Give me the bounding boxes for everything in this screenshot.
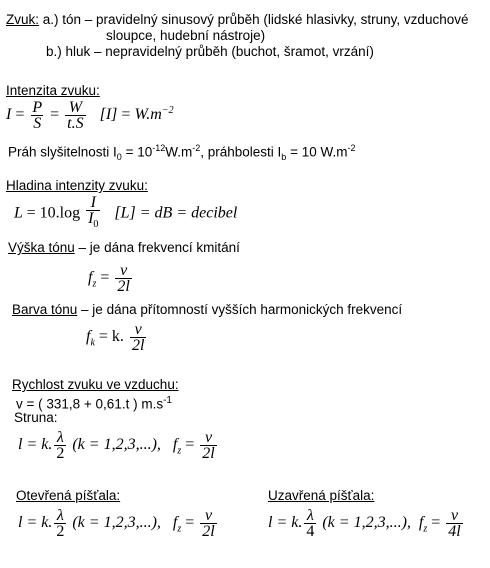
struna-label: Struna: [14, 410, 58, 425]
hladina-formula: L = 10.log $\frac{I}{I_0}$ [L] = dB = decibel [14, 194, 238, 231]
rychlost-heading: Rychlost zvuku ve vzduchu: [12, 377, 179, 392]
barva-formula: $f_k = k$. $\frac{v}{2l}$ [86, 321, 145, 354]
intenzita-symbol: I [6, 106, 12, 124]
eq-sign: = [15, 106, 25, 124]
zvuk-b-text: b.) hluk – nepravidelný průběh (buchot, šramot, vrzání) [46, 44, 374, 59]
vyska-line: Výška tónu – je dána frekvencí kmitání [8, 240, 240, 255]
unit-lhs: [I] [99, 106, 118, 124]
hladina-heading: Hladina intenzity zvuku: [6, 178, 148, 193]
vyska-formula: $f_z$ = $\frac{v}{2l}$ [88, 262, 130, 295]
rychlost-formula: v = ( 331,8 + 0,61.t ) $m.s^{-1}$ [16, 395, 172, 412]
zvuk-a-text: a.) tón – pravidelný sinusový průběh (lidské hlasivky, struny, vzduchové [39, 12, 469, 27]
unit-rhs: W.m [134, 106, 162, 124]
fraction-i-i0: $\frac{I}{I_0}$ [88, 194, 99, 231]
otevrena-label: Otevřená píšťala: [16, 488, 121, 503]
fraction-p-s: $\frac{P}{S}$ [32, 99, 43, 132]
vyska-label: Výška tónu [8, 240, 75, 255]
intenzita-heading: Intenzita zvuku: [6, 83, 100, 98]
zvuk-label: Zvuk: [6, 12, 40, 27]
eq-sign: = [50, 106, 60, 124]
uzavrena-formula: l = k. $\frac{\lambda}{4}$ (k = 1,2,3,...), $f_z$ = $\frac{v}{4l}$ [268, 507, 461, 540]
uzavrena-label: Uzavřená píšťala: [268, 488, 375, 503]
otevrena-formula: l = k. $\frac{\lambda}{2}$ (k = 1,2,3,...), $f_z$ = $\frac{v}{2l}$ [18, 507, 215, 540]
intenzita-formula [6, 100, 174, 131]
zvuk-line-a [6, 12, 468, 28]
unit-exponent: −2 [161, 104, 174, 116]
barva-line: Barva tónu – je dána přítomností vyšších harmonických frekvencí [12, 302, 403, 317]
hladina-unit: [L] = dB = decibel [114, 204, 238, 222]
prah-line: Práh slyšitelnosti $I_0 = 10^{-12}W.m^{-2}$, práhbolesti $I_b = 10$ $W.m^{-2}$ [8, 143, 356, 163]
zvuk-a-text-cont: sloupce, hudební nástroje) [106, 28, 266, 43]
fraction-w-ts: $\frac{W}{t.S}$ [67, 99, 84, 132]
barva-label: Barva tónu [12, 302, 78, 317]
eq-sign: = [121, 106, 131, 124]
struna-formula: l = k. $\frac{\lambda}{2}$ (k = 1,2,3,...), $f_z$ = $\frac{v}{2l}$ [18, 429, 215, 462]
